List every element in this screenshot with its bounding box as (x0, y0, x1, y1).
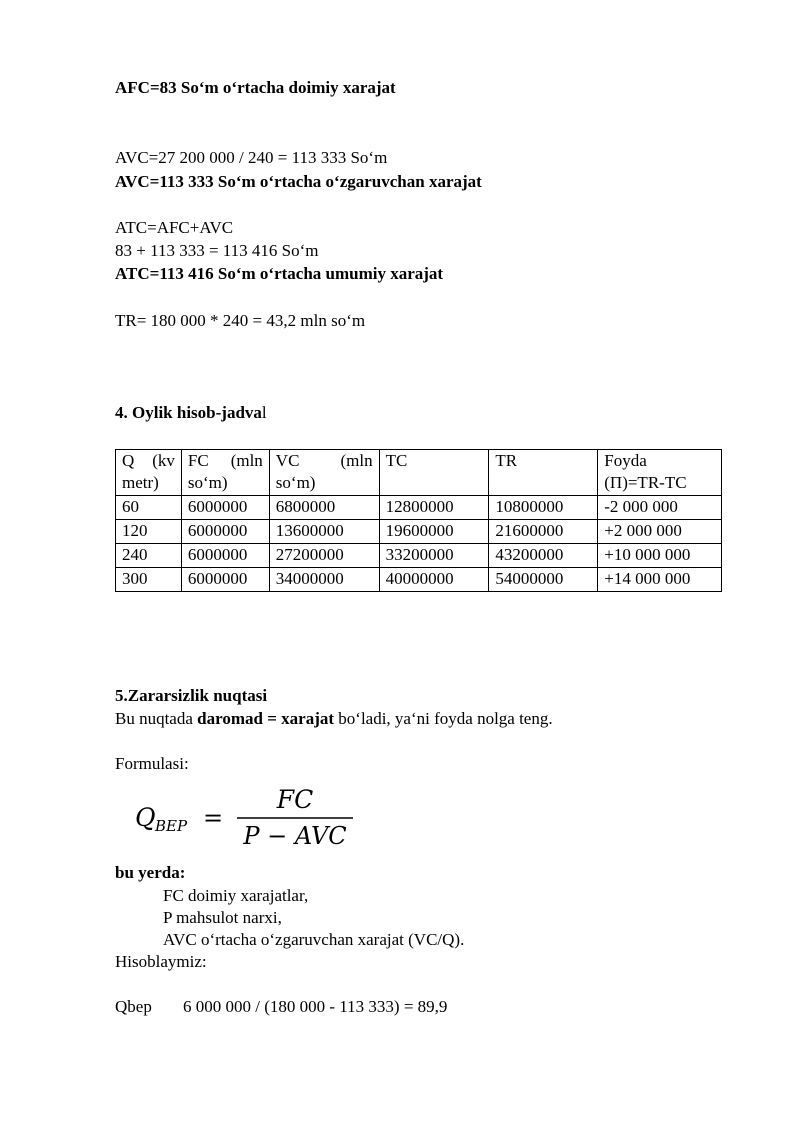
formula-numerator: FC (276, 785, 314, 814)
table-cell: 240 (116, 544, 182, 568)
where-item-avc: AVC o‘rtacha o‘zgaruvchan xarajat (VC/Q). (163, 930, 465, 949)
afc-result: AFC=83 So‘m o‘rtacha doimiy xarajat (115, 78, 396, 97)
table-cell: 13600000 (269, 520, 379, 544)
table-cell: 27200000 (269, 544, 379, 568)
header-cell-tr: TR (489, 450, 598, 496)
where-item-p: P mahsulot narxi, (163, 908, 282, 927)
table-row (116, 520, 722, 544)
tr-calculation: TR= 180 000 * 240 = 43,2 mln so‘m (115, 311, 366, 330)
monthly-calculation-table (115, 449, 722, 592)
table-cell: 6000000 (181, 568, 269, 592)
header-cell-tc: TC (379, 450, 489, 496)
table-cell: +2 000 000 (598, 520, 722, 544)
formula-lhs: Q (135, 803, 156, 832)
break-even-formula (135, 780, 365, 852)
atc-result: ATC=113 416 So‘m o‘rtacha umumiy xarajat (115, 264, 444, 283)
header-cell-vc: VC (mln so‘m) (269, 450, 379, 496)
formula-lhs-subscript: BEP (155, 817, 188, 835)
table-cell: 6000000 (181, 520, 269, 544)
table-cell: 34000000 (269, 568, 379, 592)
formula-equals: = (203, 804, 224, 832)
where-item-fc: FC doimiy xarajatlar, (163, 886, 309, 905)
header-cell-foyda: Foyda (П)=TR-TC (598, 450, 722, 496)
formula-label: Formulasi: (115, 754, 189, 773)
table-cell: 6000000 (181, 496, 269, 520)
table-cell: 43200000 (489, 544, 598, 568)
section-4-title-tail: l (261, 403, 267, 422)
atc-calculation: 83 + 113 333 = 113 416 So‘m (115, 241, 319, 260)
table-row (116, 544, 722, 568)
table-cell: 21600000 (489, 520, 598, 544)
table-cell: 120 (116, 520, 182, 544)
table-cell: 60 (116, 496, 182, 520)
table-cell: 300 (116, 568, 182, 592)
table-header-row (116, 450, 722, 496)
table-cell: 19600000 (379, 520, 489, 544)
table-cell: 10800000 (489, 496, 598, 520)
formula-denominator: P − AVC (243, 822, 347, 850)
table-cell: 6000000 (181, 544, 269, 568)
table-cell: +10 000 000 (598, 544, 722, 568)
avc-calculation: AVC=27 200 000 / 240 = 113 333 So‘m (115, 148, 388, 167)
table-cell: 12800000 (379, 496, 489, 520)
table-row (116, 568, 722, 592)
qbep-calculation: 6 000 000 / (180 000 - 113 333) = 89,9 (183, 997, 448, 1016)
where-label: bu yerda: (115, 863, 186, 882)
header-cell-q: Q (kv metr) (116, 450, 182, 496)
section-4-title-bold: 4. Oylik hisob-jadva (115, 403, 262, 422)
atc-formula: ATC=AFC+AVC (115, 218, 234, 237)
table-cell: -2 000 000 (598, 496, 722, 520)
header-cell-fc: FC (mln so‘m) (181, 450, 269, 496)
qbep-label: Qbep (115, 997, 152, 1016)
section-5-description: Bu nuqtada daromad = xarajat bo‘ladi, ya‘ni foyda nolga teng. (115, 709, 553, 728)
table-cell: 6800000 (269, 496, 379, 520)
table-cell: 40000000 (379, 568, 489, 592)
section-4-title (115, 402, 267, 424)
section-5-title: 5.Zararsizlik nuqtasi (115, 686, 268, 705)
table-cell: 33200000 (379, 544, 489, 568)
table-row (116, 496, 722, 520)
table-cell: +14 000 000 (598, 568, 722, 592)
avc-result: AVC=113 333 So‘m o‘rtacha o‘zgaruvchan xarajat (115, 172, 482, 191)
table-cell: 54000000 (489, 568, 598, 592)
calculation-label: Hisoblaymiz: (115, 952, 207, 971)
